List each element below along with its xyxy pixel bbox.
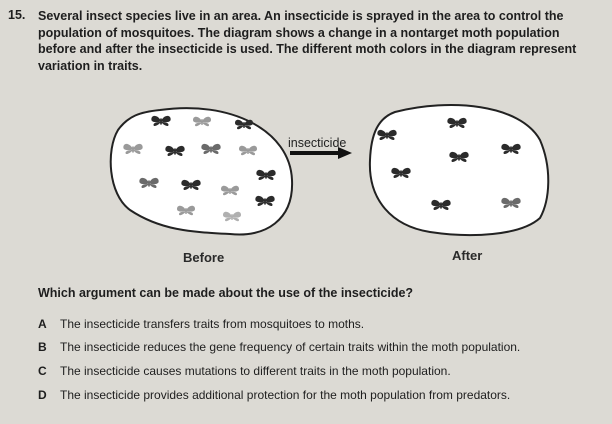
choice-letter: A	[38, 317, 47, 331]
after-label: After	[452, 248, 483, 263]
question-stem: Several insect species live in an area. An insecticide is sprayed in the area to control the population of mosquitoes. The diagram shows a change in a nontarget moth population before and after the insecticide is used. The different moth colors in the diagram represent variation in traits.	[38, 9, 577, 73]
insecticide-label: insecticide	[288, 136, 347, 150]
question-number: 15.	[8, 8, 26, 22]
before-population-outline	[111, 108, 292, 234]
before-label: Before	[183, 250, 225, 265]
choice-letter: B	[38, 340, 47, 354]
choice-text: The insecticide reduces the gene frequency of certain traits within the moth population.	[60, 340, 521, 354]
choice-c[interactable]	[38, 364, 451, 378]
choice-a[interactable]	[38, 317, 364, 331]
choice-text: The insecticide causes mutations to different traits in the moth population.	[60, 364, 451, 378]
choice-text: The insecticide transfers traits from mosquitoes to moths.	[60, 317, 365, 331]
choice-b[interactable]	[38, 340, 520, 354]
choice-d[interactable]	[38, 388, 510, 402]
choice-letter: D	[38, 388, 47, 402]
choice-text: The insecticide provides additional protection for the moth population from predators.	[60, 388, 511, 402]
choice-letter: C	[38, 364, 47, 378]
question-prompt: Which argument can be made about the use of the insecticide?	[38, 286, 414, 300]
